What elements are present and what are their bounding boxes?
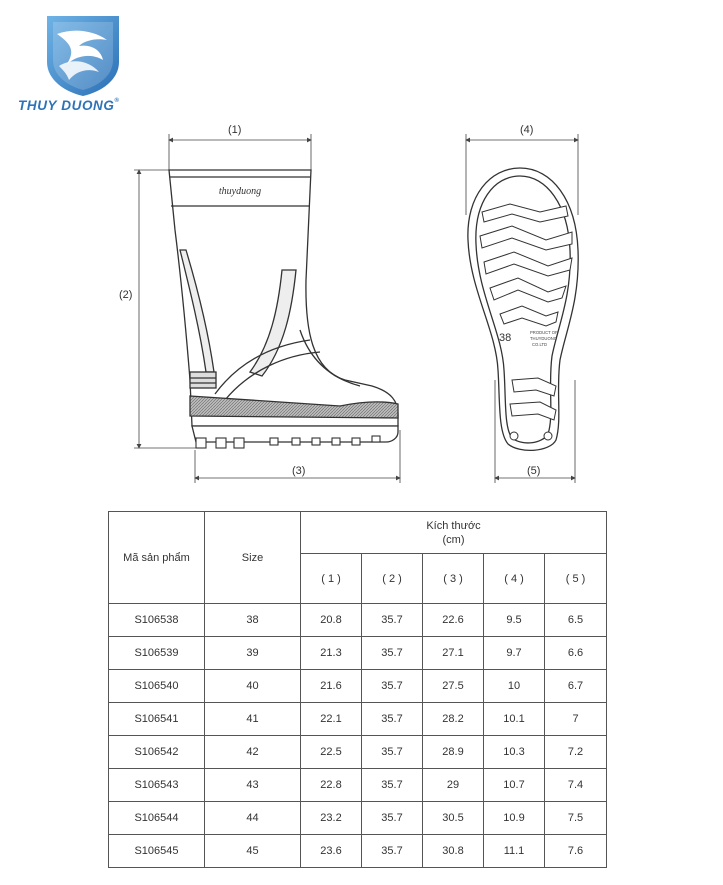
header-dimension-1: ( 1 ): [301, 554, 362, 604]
header-size: Size: [205, 512, 301, 604]
cell-dimension-3: 30.5: [423, 802, 484, 835]
sole-text-line-3: CO.LTD: [532, 342, 548, 347]
cell-dimension-2: 35.7: [362, 670, 423, 703]
table-row: [109, 769, 607, 802]
header-dimension-5: ( 5 ): [545, 554, 607, 604]
cell-dimension-4: 9.5: [484, 604, 545, 637]
cell-dimension-1: 21.6: [301, 670, 362, 703]
cell-size: 40: [205, 670, 301, 703]
cell-size: 38: [205, 604, 301, 637]
cell-dimension-1: 22.1: [301, 703, 362, 736]
table-row: [109, 604, 607, 637]
cell-dimension-1: 22.5: [301, 736, 362, 769]
dimension-label-5: (5): [527, 465, 541, 477]
table-row: [109, 637, 607, 670]
cell-dimension-5: 6.7: [545, 670, 607, 703]
cell-dimension-4: 10.7: [484, 769, 545, 802]
cell-dimension-4: 10.1: [484, 703, 545, 736]
sole-size-mark: 38: [499, 332, 512, 344]
cell-dimension-3: 28.2: [423, 703, 484, 736]
boot-side-view: [169, 170, 398, 442]
cell-size: 44: [205, 802, 301, 835]
cell-size: 43: [205, 769, 301, 802]
cell-dimension-2: 35.7: [362, 769, 423, 802]
table-row: [109, 802, 607, 835]
cell-dimension-5: 6.6: [545, 637, 607, 670]
cell-product-code: S106539: [109, 637, 205, 670]
cell-dimension-2: 35.7: [362, 736, 423, 769]
cell-size: 39: [205, 637, 301, 670]
cell-product-code: S106541: [109, 703, 205, 736]
brand-name: THUY DUONG®: [18, 98, 120, 113]
header-dimensions-unit: (cm): [442, 533, 465, 546]
cell-dimension-3: 30.8: [423, 835, 484, 868]
table-row: [109, 835, 607, 868]
cell-product-code: S106543: [109, 769, 205, 802]
cell-dimension-1: 20.8: [301, 604, 362, 637]
size-specification-table: [108, 511, 607, 868]
cell-dimension-2: 35.7: [362, 637, 423, 670]
cell-dimension-2: 35.7: [362, 604, 423, 637]
cell-dimension-4: 11.1: [484, 835, 545, 868]
cell-dimension-5: 7.2: [545, 736, 607, 769]
header-dimension-3: ( 3 ): [423, 554, 484, 604]
dimension-line-1: [169, 134, 311, 172]
cell-dimension-5: 7.6: [545, 835, 607, 868]
cell-dimension-1: 23.2: [301, 802, 362, 835]
cell-dimension-3: 29: [423, 769, 484, 802]
dimension-label-3: (3): [292, 465, 306, 477]
cell-product-code: S106540: [109, 670, 205, 703]
cell-size: 41: [205, 703, 301, 736]
cell-dimension-1: 21.3: [301, 637, 362, 670]
cell-size: 45: [205, 835, 301, 868]
header-dimension-4: ( 4 ): [484, 554, 545, 604]
cell-dimension-1: 23.6: [301, 835, 362, 868]
cell-dimension-3: 27.5: [423, 670, 484, 703]
table-row: [109, 736, 607, 769]
cell-dimension-4: 10.3: [484, 736, 545, 769]
boot-logo-text: thuyduong: [218, 186, 262, 197]
cell-product-code: S106542: [109, 736, 205, 769]
cell-dimension-5: 6.5: [545, 604, 607, 637]
sole-text-line-2: THUYDUONG: [530, 336, 557, 341]
header-dimension-2: ( 2 ): [362, 554, 423, 604]
cell-product-code: S106545: [109, 835, 205, 868]
table-row: [109, 670, 607, 703]
cell-dimension-1: 22.8: [301, 769, 362, 802]
cell-product-code: S106538: [109, 604, 205, 637]
cell-dimension-3: 28.9: [423, 736, 484, 769]
cell-dimension-4: 10.9: [484, 802, 545, 835]
cell-dimension-2: 35.7: [362, 703, 423, 736]
cell-product-code: S106544: [109, 802, 205, 835]
sole-text-line-1: PRODUCT OF: [530, 330, 558, 335]
cell-dimension-5: 7.4: [545, 769, 607, 802]
cell-dimension-2: 35.7: [362, 802, 423, 835]
cell-dimension-5: 7.5: [545, 802, 607, 835]
dimension-label-4: (4): [520, 124, 534, 136]
dimension-label-1: (1): [228, 124, 242, 136]
cell-size: 42: [205, 736, 301, 769]
table-row: [109, 703, 607, 736]
cell-dimension-2: 35.7: [362, 835, 423, 868]
cell-dimension-3: 22.6: [423, 604, 484, 637]
cell-dimension-5: 7: [545, 703, 607, 736]
header-dimensions-label: Kích thước: [426, 519, 481, 532]
dimension-label-2: (2): [119, 289, 133, 301]
cell-dimension-4: 9.7: [484, 637, 545, 670]
cell-dimension-3: 27.1: [423, 637, 484, 670]
header-dimensions: [301, 512, 607, 554]
header-product-code: Mã sản phẩm: [109, 512, 205, 604]
cell-dimension-4: 10: [484, 670, 545, 703]
